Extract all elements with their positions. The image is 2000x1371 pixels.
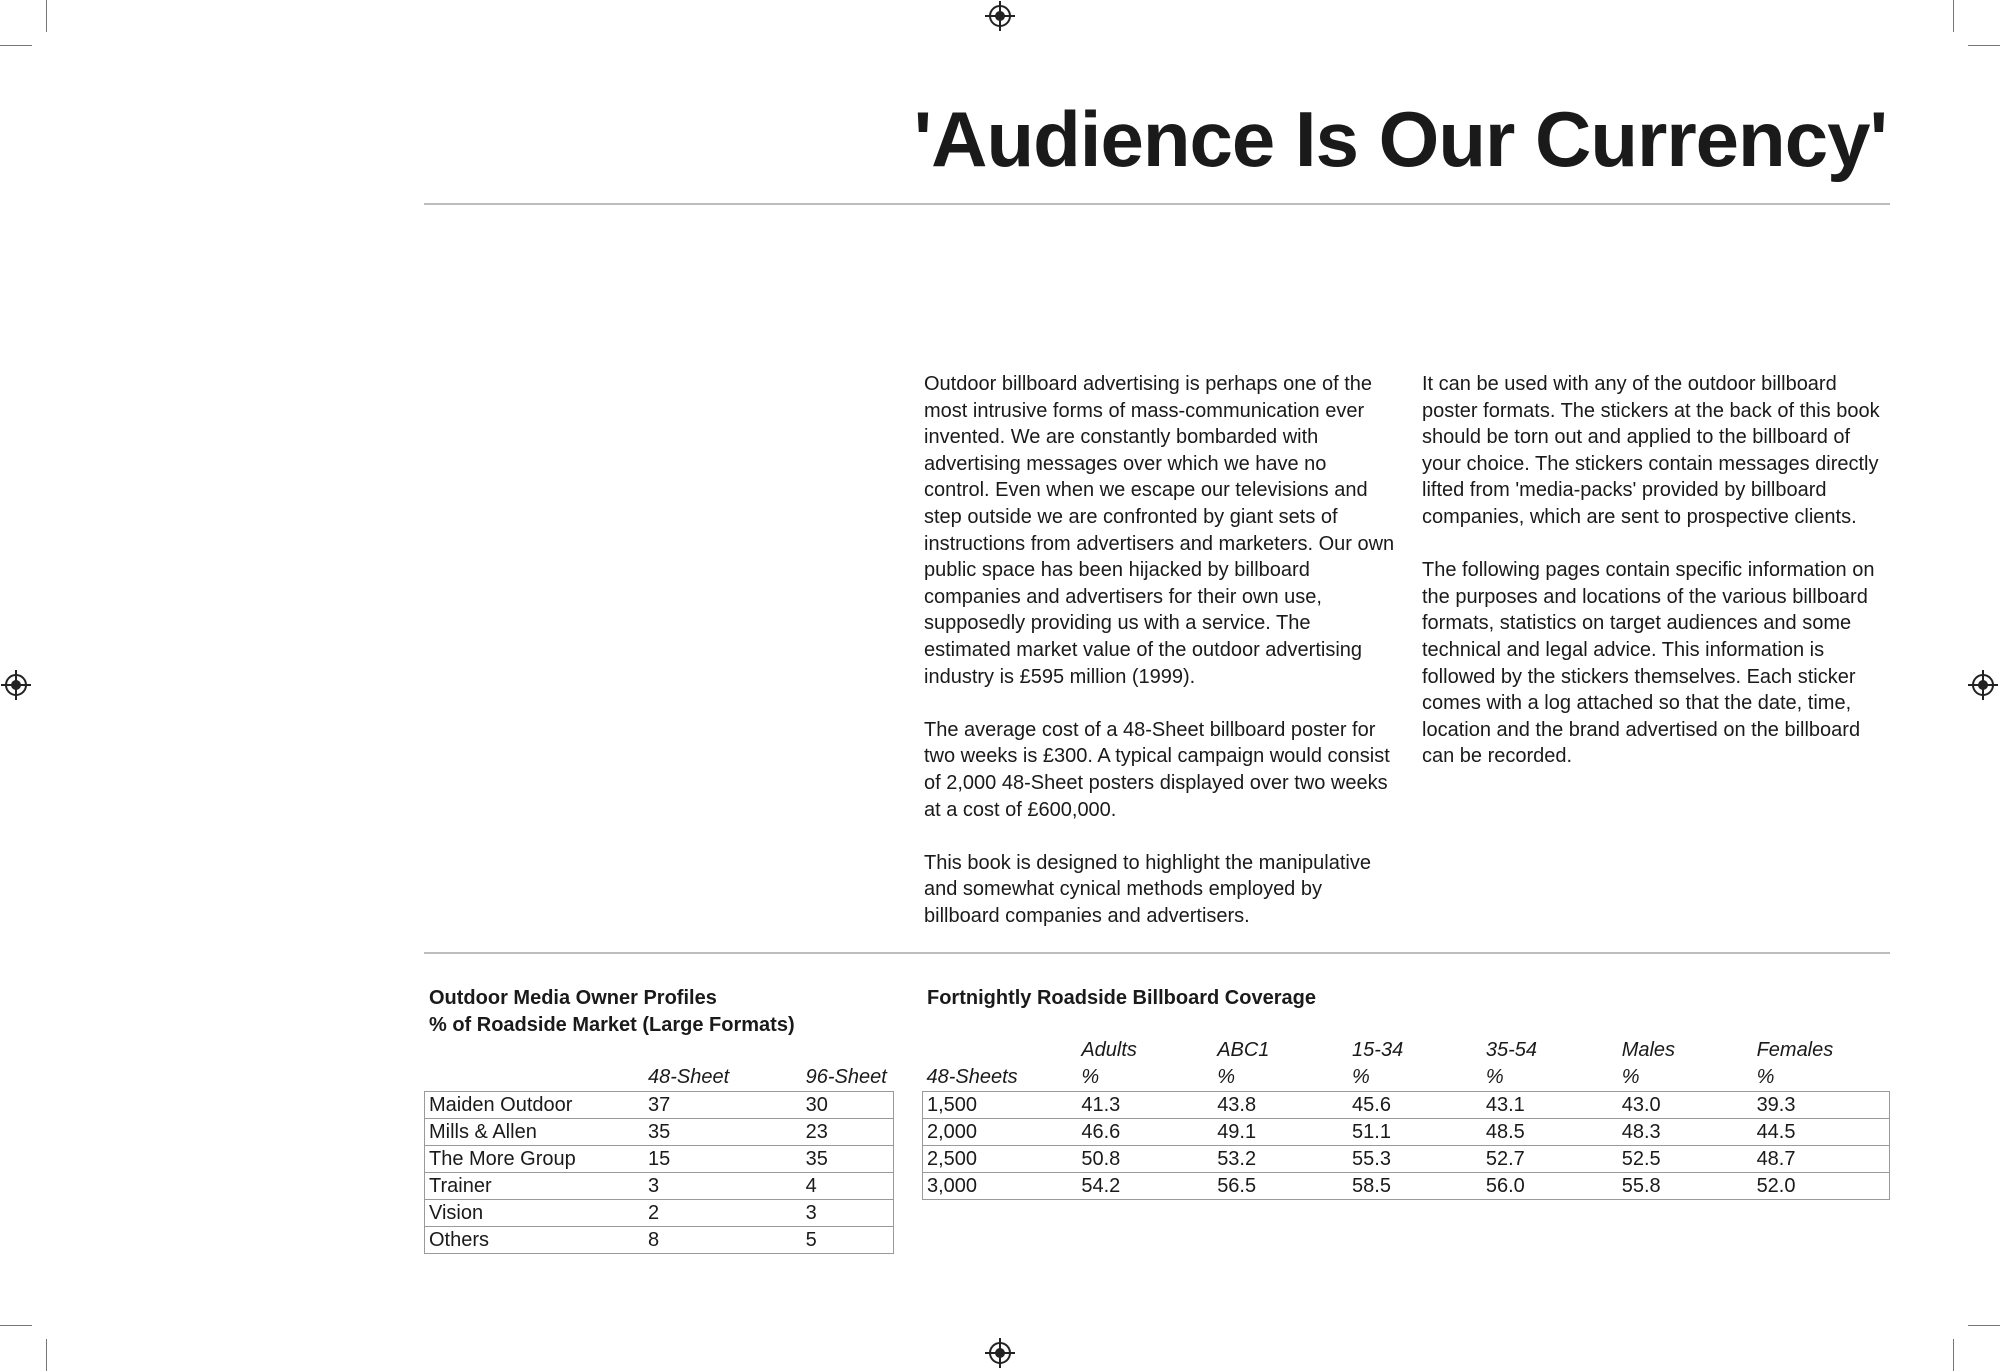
- coverage-unit: %: [1621, 1066, 1640, 1088]
- coverage-group-header: ABC1: [1217, 1039, 1270, 1061]
- crop-mark: [1953, 1339, 1954, 1371]
- coverage-unit-row: [923, 1064, 1890, 1092]
- owners-header-48: 48-Sheet: [647, 1066, 730, 1088]
- intro-paragraph: The following pages contain specific information on the purposes and locations of the various billboard formats, statistics on target audiences and some technical and legal advice. This information is followed by the stickers themselves. Each sticker comes with a log attached so that the date, time, location and the brand advertised on the billboard can be recorded.: [1422, 559, 1875, 768]
- coverage-group-row: [923, 1037, 1890, 1064]
- coverage-value: 39.3: [1753, 1092, 1890, 1119]
- crop-mark: [46, 0, 47, 32]
- owner-name: Mills & Allen: [425, 1119, 644, 1146]
- crop-mark: [1953, 0, 1954, 32]
- coverage-table-title: Fortnightly Roadside Billboard Coverage: [927, 987, 1316, 1009]
- table-row: [923, 1092, 1890, 1119]
- coverage-value: 56.5: [1213, 1173, 1348, 1200]
- coverage-unit: %: [1217, 1066, 1235, 1088]
- crop-mark: [46, 1339, 47, 1371]
- coverage-table: [922, 1037, 1890, 1200]
- table-row: [425, 1200, 894, 1227]
- coverage-value: 45.6: [1348, 1092, 1482, 1119]
- coverage-value: 44.5: [1753, 1119, 1890, 1146]
- coverage-unit: %: [1352, 1066, 1370, 1088]
- coverage-value: 48.3: [1618, 1119, 1753, 1146]
- coverage-value: 41.3: [1077, 1092, 1213, 1119]
- coverage-value: 43.1: [1482, 1092, 1618, 1119]
- coverage-unit: %: [1756, 1066, 1775, 1088]
- owner-48: 15: [644, 1146, 802, 1173]
- owners-table-title: [429, 985, 795, 1039]
- owner-96: 3: [802, 1200, 894, 1227]
- table-row: [425, 1146, 894, 1173]
- section-divider: [424, 952, 1890, 954]
- coverage-header-empty: [923, 1037, 1078, 1064]
- owners-header-row: [425, 1064, 894, 1092]
- coverage-value: 46.6: [1077, 1119, 1213, 1146]
- coverage-value: 52.5: [1618, 1146, 1753, 1173]
- owner-96: 4: [802, 1173, 894, 1200]
- crop-mark: [0, 1325, 32, 1326]
- crop-mark: [0, 45, 32, 46]
- registration-mark-icon: [989, 5, 1011, 27]
- owner-name: Trainer: [425, 1173, 644, 1200]
- page-title: 'Audience Is Our Currency': [913, 95, 1887, 183]
- registration-mark-icon: [989, 1342, 1011, 1364]
- owner-96: 23: [802, 1119, 894, 1146]
- owners-header-empty: [425, 1064, 644, 1092]
- owner-name: Others: [425, 1227, 644, 1254]
- table-row: [425, 1227, 894, 1254]
- owner-48: 2: [644, 1200, 802, 1227]
- coverage-value: 49.1: [1213, 1119, 1348, 1146]
- coverage-value: 50.8: [1077, 1146, 1213, 1173]
- owners-header-96: 96-Sheet: [805, 1066, 887, 1088]
- table-row: [923, 1173, 1890, 1200]
- coverage-value: 43.0: [1618, 1092, 1753, 1119]
- crop-mark: [1968, 45, 2000, 46]
- intro-paragraph: The average cost of a 48-Sheet billboard poster for two weeks is £300. A typical campaign would consist of 2,000 48-Sheet posters displayed over two weeks at a cost of £600,000.: [924, 718, 1390, 821]
- owner-48: 35: [644, 1119, 802, 1146]
- coverage-sheets: 2,000: [923, 1119, 1078, 1146]
- intro-paragraph: Outdoor billboard advertising is perhaps one of the most intrusive forms of mass-communication ever invented. We are constantly bombarded with advertising messages over which we have no control. Even when we escape our televisions and step outside we are confronted by giant sets of instructions from advertisers and marketers. Our own public space has been hijacked by billboard companies and advertisers for their own use, supposedly providing us with a service. The estimated market value of the outdoor advertising industry is £595 million (1999).: [924, 373, 1395, 688]
- owner-48: 3: [644, 1173, 802, 1200]
- owner-96: 5: [802, 1227, 894, 1254]
- coverage-value: 53.2: [1213, 1146, 1348, 1173]
- coverage-value: 54.2: [1077, 1173, 1213, 1200]
- coverage-row-header: 48-Sheets: [926, 1066, 1018, 1088]
- crop-mark: [1968, 1325, 2000, 1326]
- intro-paragraph: It can be used with any of the outdoor billboard poster formats. The stickers at the back of this book should be torn out and applied to the billboard of your choice. The stickers contain messages directly lifted from 'media-packs' provided by billboard companies, which are sent to prospective clients.: [1422, 373, 1880, 528]
- coverage-value: 48.7: [1753, 1146, 1890, 1173]
- coverage-group-header: 15-34: [1352, 1039, 1404, 1061]
- coverage-value: 51.1: [1348, 1119, 1482, 1146]
- owner-48: 8: [644, 1227, 802, 1254]
- table-row: [923, 1146, 1890, 1173]
- owner-name: Vision: [425, 1200, 644, 1227]
- owner-name: The More Group: [425, 1146, 644, 1173]
- coverage-sheets: 3,000: [923, 1173, 1078, 1200]
- registration-mark-icon: [5, 674, 27, 696]
- owner-96: 35: [802, 1146, 894, 1173]
- coverage-value: 48.5: [1482, 1119, 1618, 1146]
- intro-right-column: [1422, 371, 1894, 797]
- coverage-group-header: Females: [1756, 1039, 1834, 1061]
- coverage-value: 52.0: [1753, 1173, 1890, 1200]
- coverage-value: 52.7: [1482, 1146, 1618, 1173]
- coverage-value: 58.5: [1348, 1173, 1482, 1200]
- table-row: [425, 1119, 894, 1146]
- coverage-sheets: 1,500: [923, 1092, 1078, 1119]
- coverage-value: 55.3: [1348, 1146, 1482, 1173]
- coverage-value: 55.8: [1618, 1173, 1753, 1200]
- owners-title-line: % of Roadside Market (Large Formats): [429, 1014, 795, 1036]
- table-row: [923, 1119, 1890, 1146]
- coverage-unit: %: [1485, 1066, 1504, 1088]
- coverage-sheets: 2,500: [923, 1146, 1078, 1173]
- coverage-group-header: Males: [1621, 1039, 1676, 1061]
- owner-name: Maiden Outdoor: [425, 1092, 644, 1119]
- title-divider: [424, 203, 1890, 205]
- table-row: [425, 1173, 894, 1200]
- intro-left-column: [924, 371, 1396, 956]
- coverage-group-header: 35-54: [1485, 1039, 1538, 1061]
- coverage-value: 56.0: [1482, 1173, 1618, 1200]
- owners-title-line: Outdoor Media Owner Profiles: [429, 987, 717, 1009]
- registration-mark-icon: [1972, 674, 1994, 696]
- owner-96: 30: [802, 1092, 894, 1119]
- intro-paragraph: This book is designed to highlight the manipulative and somewhat cynical methods employed by billboard companies and advertisers.: [924, 851, 1371, 927]
- coverage-value: 43.8: [1213, 1092, 1348, 1119]
- coverage-unit: %: [1081, 1066, 1100, 1088]
- owner-48: 37: [644, 1092, 802, 1119]
- table-row: [425, 1092, 894, 1119]
- owners-table: [424, 1064, 894, 1254]
- coverage-group-header: Adults: [1081, 1039, 1137, 1061]
